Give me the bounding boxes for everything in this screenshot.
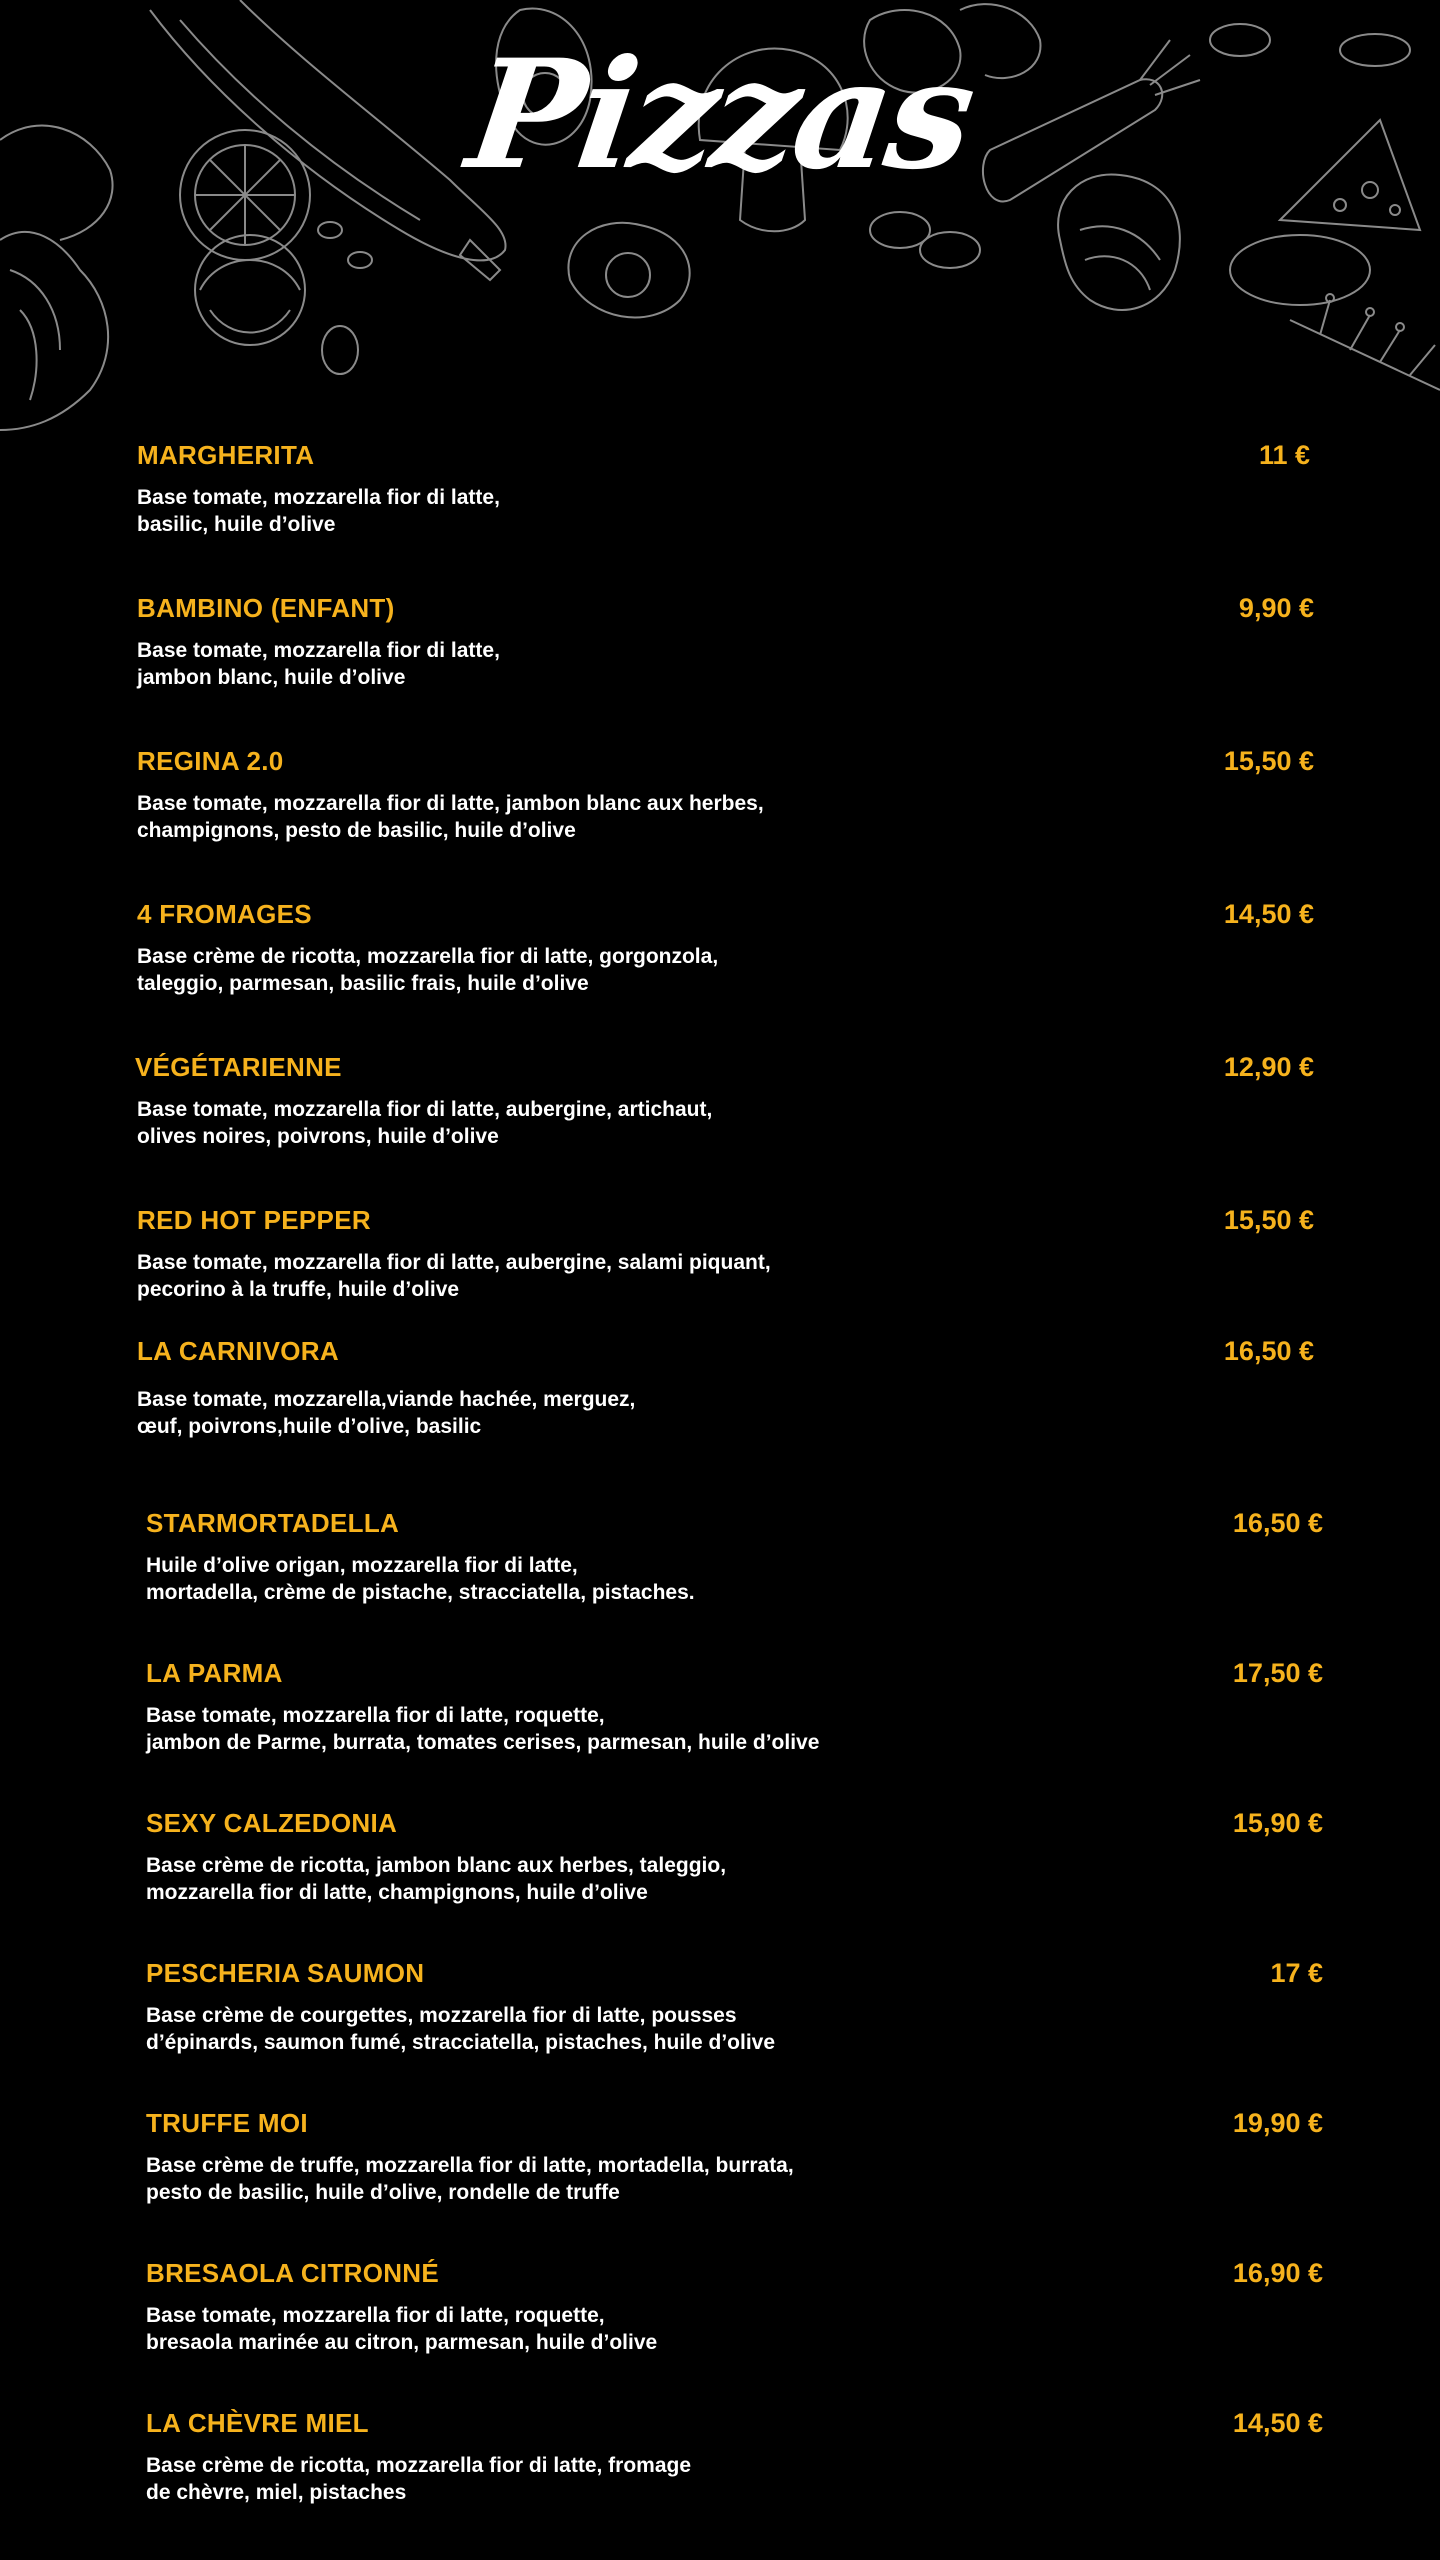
menu-title: Pizzas [458, 27, 982, 203]
pizza-price: 12,90 € [1223, 1052, 1314, 1082]
pizza-price: 17 € [1270, 1958, 1323, 1988]
pizza-description: Base tomate, mozzarella fior di latte, basilic, huile d’olive [137, 486, 500, 536]
pizza-description: Base crème de truffe, mozzarella fior di latte, mortadella, burrata, pesto de basilic, huile d’olive, rondelle de truffe [146, 2154, 794, 2204]
pizza-description: Base tomate, mozzarella,viande hachée, merguez, œuf, poivrons,huile d’olive, basilic [137, 1388, 636, 1438]
pizza-name: MARGHERITA [137, 440, 315, 470]
pizza-name: LA PARMA [146, 1658, 283, 1688]
menu-item [0, 440, 1440, 580]
pizza-price: 15,50 € [1223, 1205, 1314, 1235]
pizza-price: 15,50 € [1223, 746, 1314, 776]
pizza-name: VÉGÉTARIENNE [135, 1052, 342, 1082]
pizza-price: 16,50 € [1223, 1336, 1314, 1366]
pizza-price: 16,50 € [1232, 1508, 1323, 1538]
pizza-name: LA CHÈVRE MIEL [146, 2408, 369, 2438]
pizza-name: REGINA 2.0 [137, 746, 284, 776]
pizza-name: 4 FROMAGES [137, 899, 312, 929]
menu-item [0, 1958, 1440, 2098]
pizza-name: BAMBINO (ENFANT) [137, 593, 395, 623]
pizza-description: Base crème de ricotta, mozzarella fior di latte, gorgonzola, taleggio, parmesan, basilic frais, huile d’olive [137, 945, 719, 995]
pizza-name: LA CARNIVORA [137, 1336, 339, 1366]
pizza-description: Base crème de ricotta, jambon blanc aux herbes, taleggio, mozzarella fior di latte, champignons, huile d’olive [146, 1854, 727, 1904]
egg-drawing [568, 223, 689, 318]
pizza-price: 11 € [1258, 440, 1310, 470]
menu-item [0, 1808, 1440, 1948]
pizza-price: 9,90 € [1238, 593, 1314, 623]
pizza-name: RED HOT PEPPER [137, 1205, 371, 1235]
pizza-description: Huile d’olive origan, mozzarella fior di latte, mortadella, crème de pistache, stracciatella, pistaches. [146, 1554, 695, 1604]
pizza-name: STARMORTADELLA [146, 1508, 400, 1538]
menu-item [0, 1658, 1440, 1798]
menu-item [0, 899, 1440, 1039]
pizza-price: 14,50 € [1232, 2408, 1323, 2438]
menu-item [0, 1052, 1440, 1192]
pizza-price: 16,90 € [1232, 2258, 1323, 2288]
pizza-description: Base tomate, mozzarella fior di latte, roquette, bresaola marinée au citron, parmesan, huile d’olive [146, 2304, 658, 2354]
menu-item [0, 1508, 1440, 1648]
pizza-name: BRESAOLA CITRONNÉ [146, 2258, 440, 2288]
menu-item [0, 2258, 1440, 2398]
pizza-price: 19,90 € [1232, 2108, 1323, 2138]
menu-item [0, 2108, 1440, 2248]
pizza-description: Base tomate, mozzarella fior di latte, roquette, jambon de Parme, burrata, tomates cerises, parmesan, huile d’olive [146, 1704, 820, 1754]
menu-item [0, 2408, 1440, 2548]
pizza-price: 14,50 € [1223, 899, 1314, 929]
pizza-description: Base tomate, mozzarella fior di latte, aubergine, artichaut, olives noires, poivrons, huile d’olive [137, 1098, 713, 1148]
artichoke-drawing [1058, 174, 1180, 310]
pizza-description: Base crème de ricotta, mozzarella fior di latte, fromage de chèvre, miel, pistaches [146, 2454, 692, 2504]
pizza-description: Base crème de courgettes, mozzarella fior di latte, pousses d’épinards, saumon fumé, stracciatella, pistaches, huile d’olive [146, 2004, 776, 2054]
menu-item [0, 593, 1440, 733]
pizza-description: Base tomate, mozzarella fior di latte, jambon blanc aux herbes, champignons, pesto de basilic, huile d’olive [137, 792, 764, 842]
onion-drawing [195, 235, 305, 345]
pizza-name: SEXY CALZEDONIA [146, 1808, 398, 1838]
menu-item [0, 1205, 1440, 1345]
pizza-price: 17,50 € [1232, 1658, 1323, 1688]
pizza-description: Base tomate, mozzarella fior di latte, jambon blanc, huile d’olive [137, 639, 500, 689]
menu-item [0, 1336, 1440, 1476]
pizza-price: 15,90 € [1232, 1808, 1323, 1838]
pizza-name: PESCHERIA SAUMON [146, 1958, 425, 1988]
pizza-name: TRUFFE MOI [146, 2108, 308, 2138]
menu-item [0, 746, 1440, 886]
pizza-description: Base tomate, mozzarella fior di latte, aubergine, salami piquant, pecorino à la truffe, huile d’olive [137, 1251, 771, 1301]
herb-sprig-drawing [1290, 294, 1440, 390]
